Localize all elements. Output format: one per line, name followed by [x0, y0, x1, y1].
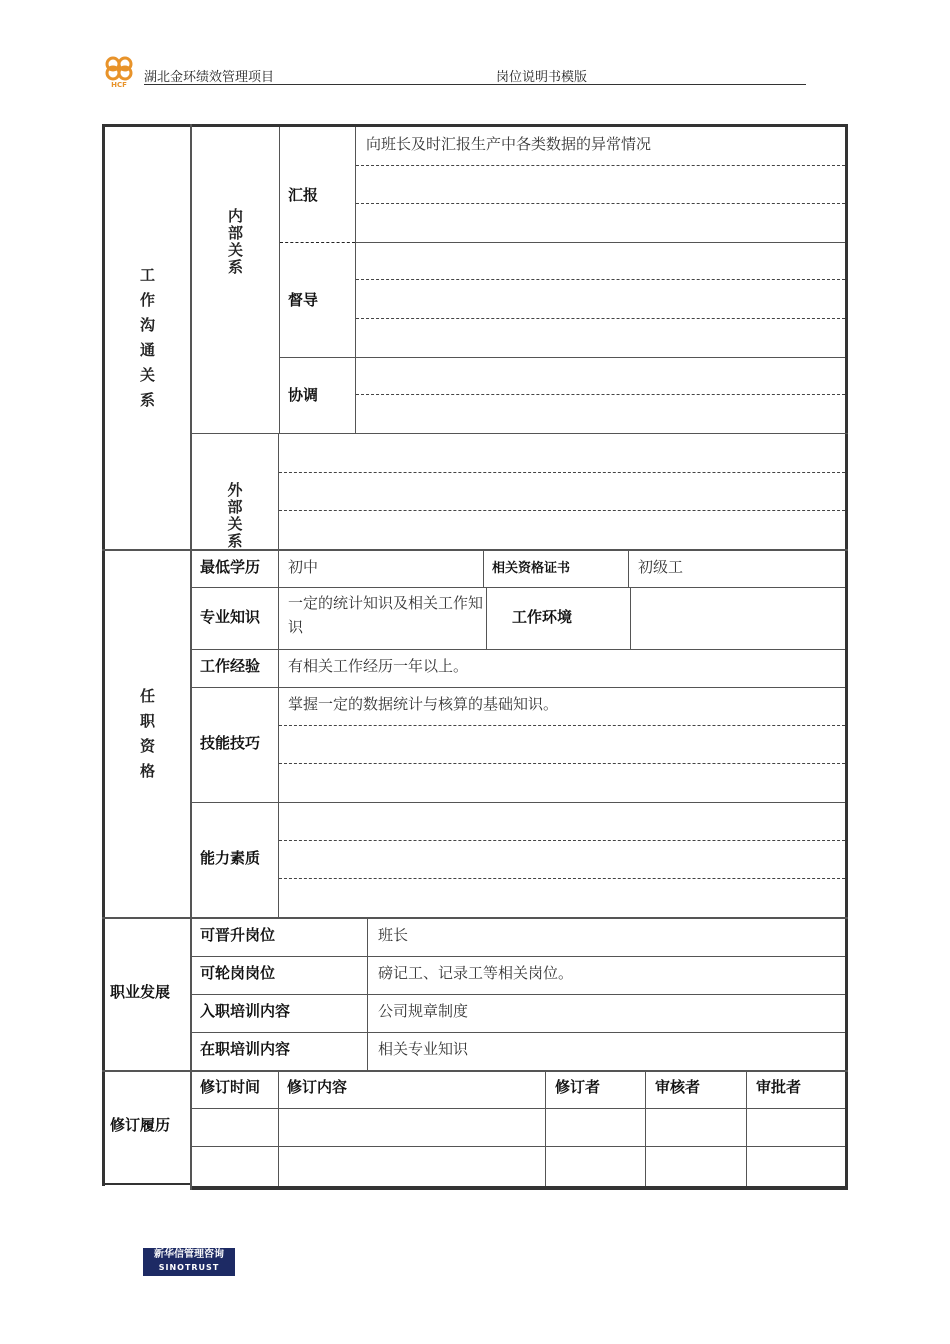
dashed-rule — [356, 165, 845, 166]
education-value: 初中 — [288, 560, 319, 576]
section-divider — [102, 549, 848, 551]
row-divider — [192, 687, 845, 688]
row-divider — [192, 802, 845, 803]
experience-label: 工作经验 — [200, 657, 261, 675]
knowledge-value: 一定的统计知识及相关工作知识 — [288, 596, 484, 636]
footer-brand-en: SINOTRUST — [158, 1263, 220, 1272]
label-char: 部 — [227, 224, 243, 242]
certificate-value: 初级工 — [638, 560, 684, 576]
education-label: 最低学历 — [200, 558, 261, 576]
qualification-section-label — [105, 551, 190, 917]
subtype-divider — [355, 127, 356, 433]
cell-divider — [630, 587, 631, 649]
cell-divider — [278, 1072, 279, 1186]
revision-header-reviewer: 审核者 — [655, 1078, 701, 1096]
label-char: 系 — [227, 258, 243, 276]
label-char: 外 — [227, 480, 243, 499]
external-relations-label — [192, 434, 278, 549]
cell-divider — [486, 587, 487, 649]
label-char: 系 — [139, 391, 155, 409]
onjob-training-value: 相关专业知识 — [378, 1042, 469, 1058]
row-divider — [192, 649, 845, 650]
job-description-form — [102, 124, 848, 1190]
rotation-label: 可轮岗岗位 — [200, 964, 276, 982]
external-label-divider — [278, 433, 279, 549]
dashed-rule — [279, 840, 845, 841]
cell-divider — [628, 551, 629, 587]
label-char: 作 — [139, 291, 155, 309]
label-char: 内 — [227, 207, 243, 225]
onboarding-training-label: 入职培训内容 — [200, 1002, 291, 1020]
promotion-value: 班长 — [378, 928, 409, 944]
cell-divider — [545, 1072, 546, 1186]
cell-divider — [483, 551, 484, 587]
skills-value: 掌握一定的数据统计与核算的基础知识。 — [288, 697, 559, 713]
coordinate-label: 协调 — [288, 386, 319, 404]
label-char: 关 — [139, 366, 155, 384]
internal-external-divider — [192, 433, 848, 434]
revision-header-content: 修订内容 — [287, 1078, 348, 1096]
footer-brand-cn: 新华信管理咨询 — [154, 1249, 224, 1260]
internal-label-divider — [279, 127, 280, 433]
dashed-rule — [356, 279, 845, 280]
environment-label: 工作环境 — [512, 608, 573, 626]
label-column-divider — [278, 551, 279, 917]
label-char: 沟 — [139, 316, 155, 334]
experience-value: 有相关工作经历一年以上。 — [288, 659, 469, 675]
dashed-rule — [279, 725, 845, 726]
revision-header-approver: 审批者 — [756, 1078, 802, 1096]
label-char: 工 — [139, 266, 155, 284]
label-char: 关 — [227, 241, 243, 259]
dashed-rule — [356, 394, 845, 395]
skills-label: 技能技巧 — [200, 734, 261, 752]
internal-relations-label — [192, 127, 279, 433]
career-section-label: 职业发展 — [110, 983, 171, 1001]
dashed-rule — [279, 763, 845, 764]
cell-divider — [746, 1072, 747, 1186]
ability-label: 能力素质 — [200, 849, 261, 867]
table-border-bottom — [190, 1186, 848, 1190]
revision-section-label: 修订履历 — [110, 1116, 171, 1134]
row-divider — [192, 587, 845, 588]
header-divider — [144, 84, 806, 85]
label-char: 关 — [227, 514, 243, 533]
communication-section-label — [105, 127, 190, 549]
label-char: 职 — [139, 712, 155, 730]
row-divider — [192, 1146, 845, 1147]
label-char: 通 — [139, 341, 155, 359]
supervise-label: 督导 — [288, 291, 319, 309]
label-char: 部 — [227, 497, 243, 516]
cell-divider — [645, 1072, 646, 1186]
report-label: 汇报 — [288, 186, 319, 204]
dashed-rule — [356, 318, 845, 319]
certificate-label: 相关资格证书 — [492, 561, 571, 576]
logo-text: HCF — [111, 81, 127, 88]
table-border-right — [845, 124, 848, 1190]
row-divider — [355, 242, 845, 243]
dashed-rule — [279, 878, 845, 879]
label-char: 系 — [227, 531, 243, 550]
onboarding-training-value: 公司规章制度 — [378, 1004, 469, 1020]
table-border-bottom-left — [102, 1183, 190, 1185]
dashed-rule — [279, 510, 845, 511]
row-divider — [192, 1108, 845, 1109]
header-doc-title: 岗位说明书模版 — [496, 69, 588, 84]
section-divider — [102, 1070, 848, 1072]
dashed-rule — [279, 472, 845, 473]
sinotrust-footer-logo — [143, 1248, 235, 1276]
label-char: 任 — [139, 687, 155, 705]
onjob-training-label: 在职培训内容 — [200, 1040, 291, 1058]
revision-header-time: 修订时间 — [200, 1078, 261, 1096]
hcf-logo-icon — [100, 54, 138, 88]
rotation-value: 磅记工、记录工等相关岗位。 — [378, 966, 574, 982]
report-content: 向班长及时汇报生产中各类数据的异常情况 — [366, 137, 652, 153]
page-header — [100, 52, 806, 86]
row-divider — [280, 357, 845, 358]
section-divider — [102, 917, 848, 919]
label-char: 资 — [139, 737, 155, 755]
header-project-title: 湖北金环绩效管理项目 — [144, 69, 275, 84]
knowledge-label: 专业知识 — [200, 608, 261, 626]
dashed-rule — [356, 203, 845, 204]
report-divider — [280, 242, 355, 243]
label-char: 格 — [139, 762, 155, 780]
promotion-label: 可晋升岗位 — [200, 926, 276, 944]
revision-header-reviser: 修订者 — [555, 1078, 601, 1096]
row-divider — [192, 1032, 845, 1033]
row-divider — [192, 956, 845, 957]
row-divider — [192, 994, 845, 995]
